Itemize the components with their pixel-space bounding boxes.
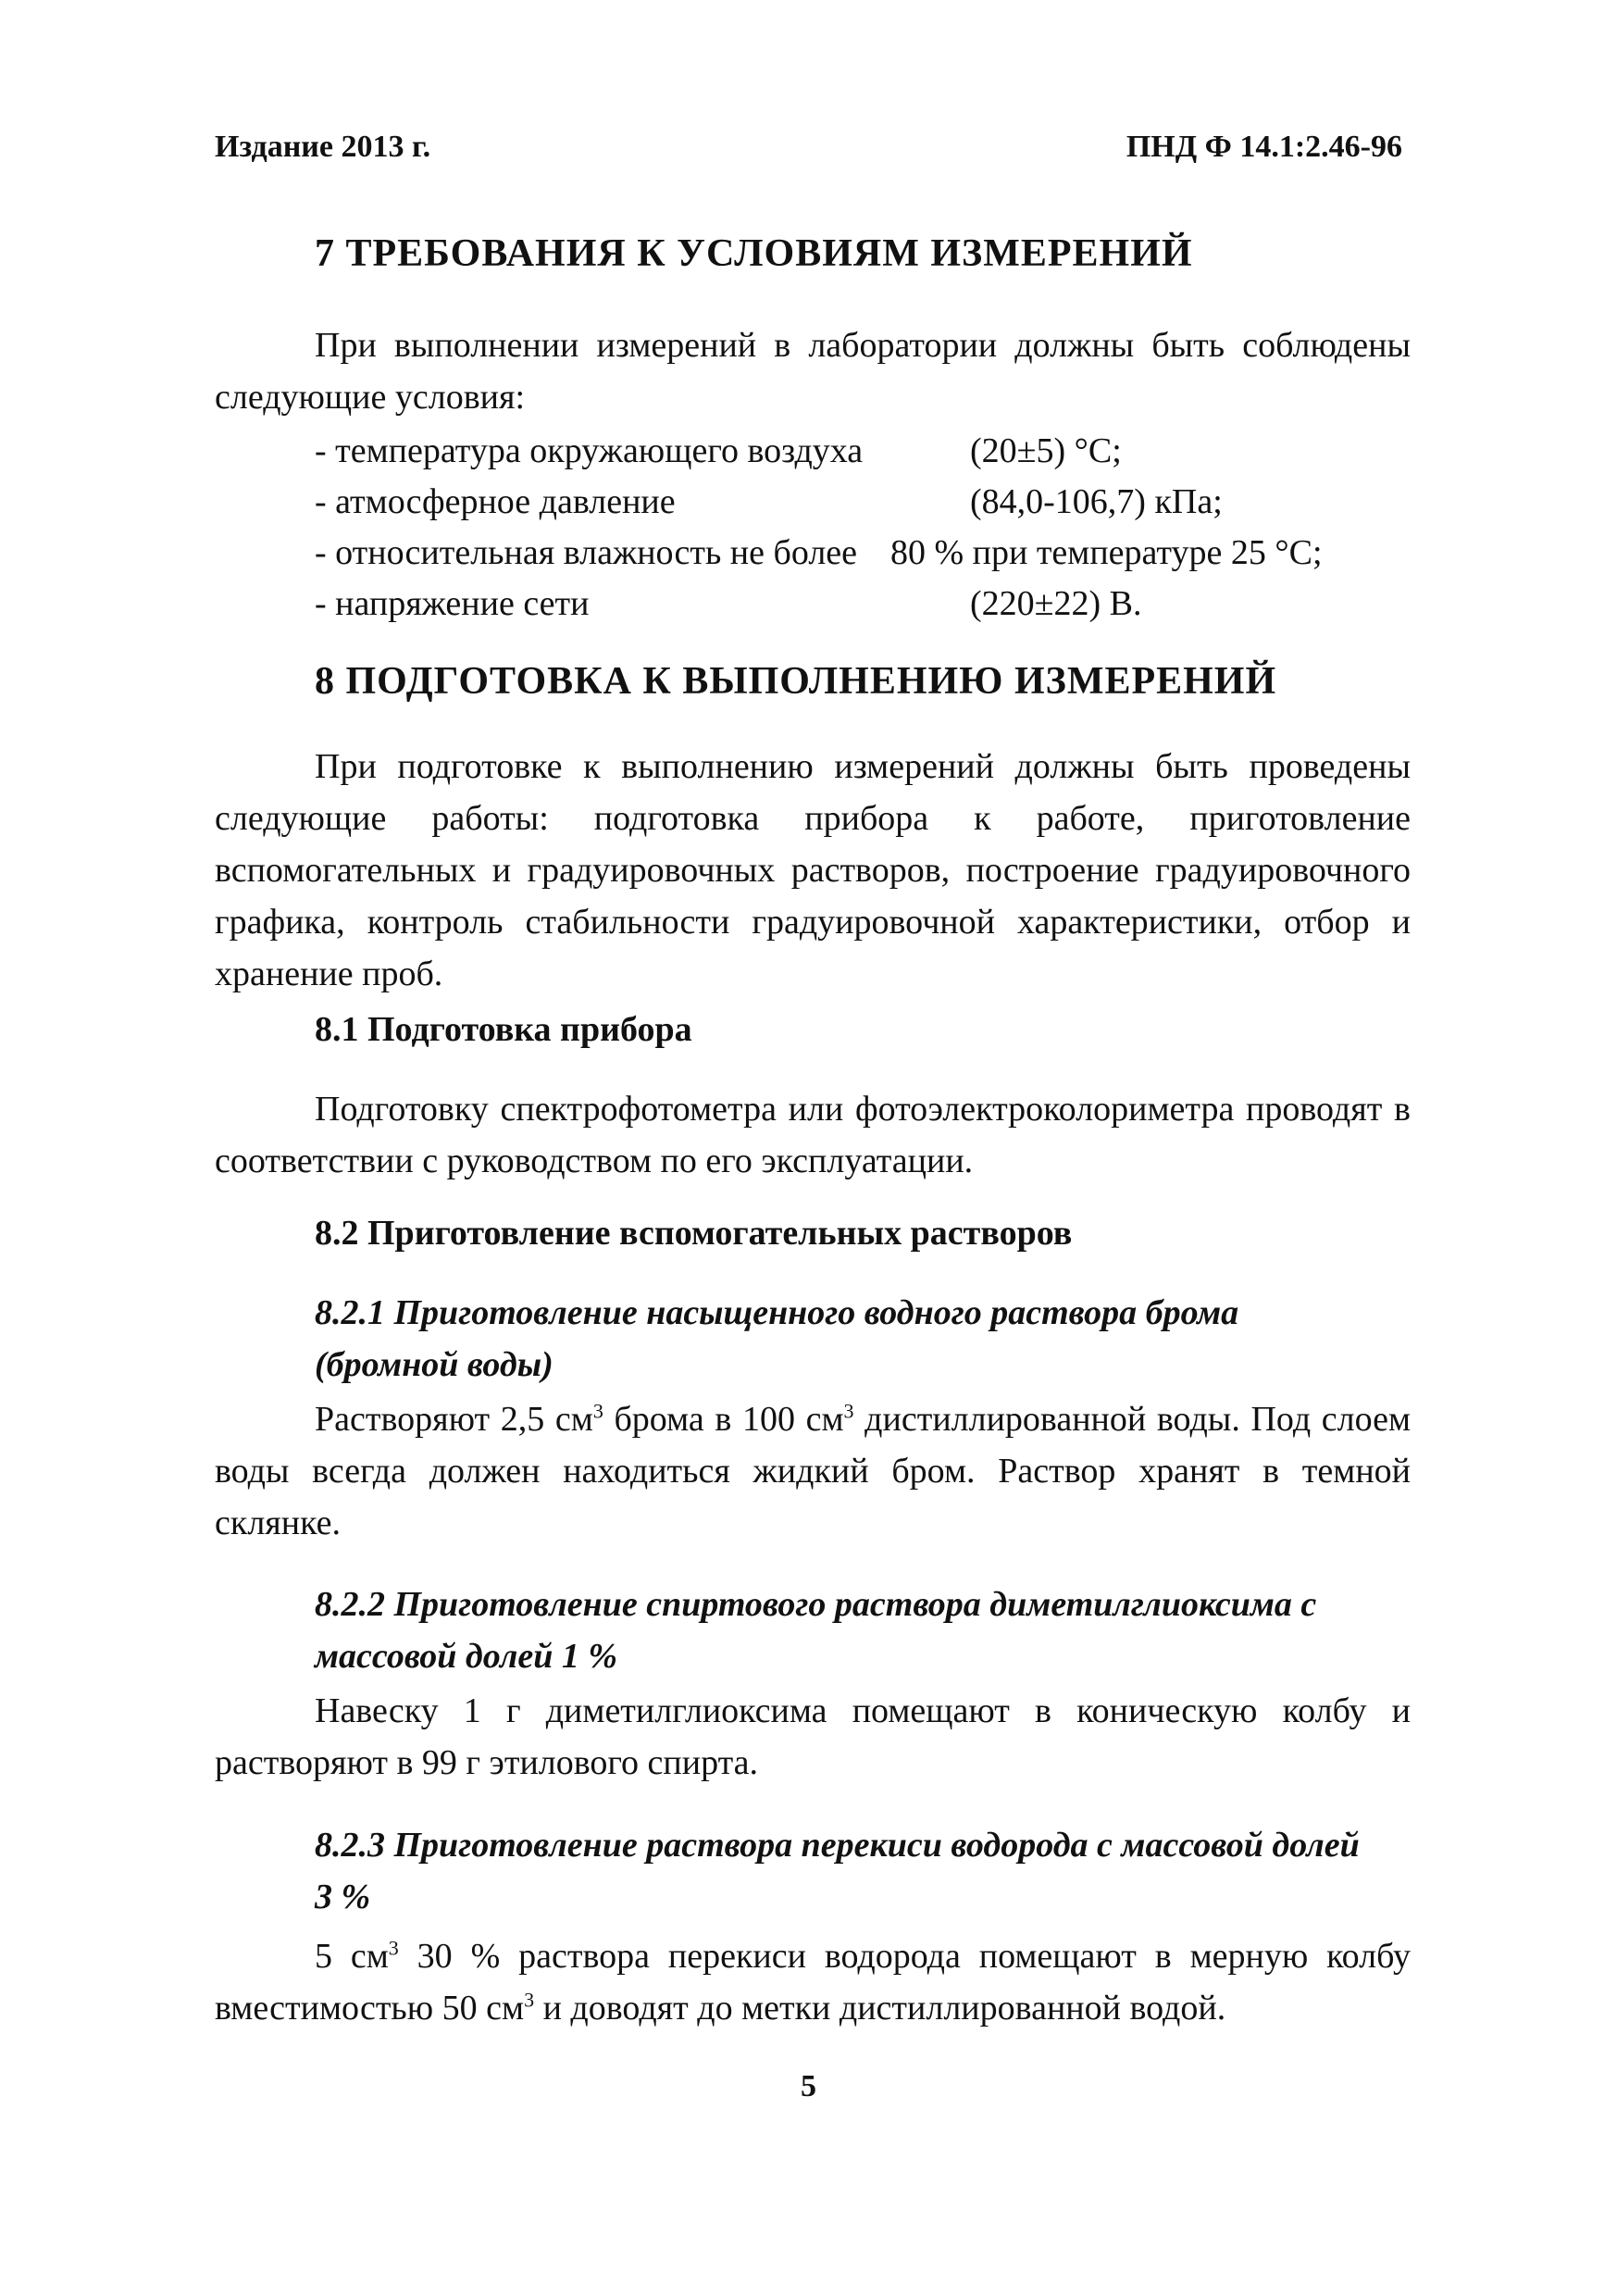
section-8-title: 8 ПОДГОТОВКА К ВЫПОЛНЕНИЮ ИЗМЕРЕНИЙ [315, 660, 1277, 703]
subsection-8-2-3-title: 8.2.3 Приготовление раствора перекиси водорода с массовой долей 3 % [315, 1826, 1360, 1916]
condition-label: - атмосферное давление [315, 482, 676, 521]
subsection-8-2-title: 8.2 Приготовление вспомогательных растворов [315, 1214, 1073, 1253]
condition-value: (84,0-106,7) кПа; [970, 482, 1223, 521]
text-fragment: 30 % раствора перекиси водорода помещают в мерную колбу вместимостью 50 см [215, 1937, 1411, 2028]
section-7-intro: При выполнении измерений в лаборатории должны быть соблюдены следующие условия: [215, 326, 1411, 417]
subsection-8-2-1-text [215, 1393, 1411, 1549]
subsection-8-1-text: Подготовку спектрофотометра или фотоэлектроколориметра проводят в соответствии с руководством по его эксплуатации. [215, 1090, 1411, 1180]
section-8-intro: При подготовке к выполнению измерений должны быть проведены следующие работы: подготовка прибора к работе, приготовление вспомогательных и градуировочных растворов, построение градуировочного графика, контроль стабильности градуировочной характеристики, отбор и хранение проб. [215, 747, 1411, 993]
superscript: 3 [592, 1399, 603, 1423]
edition-header: Издание 2013 г. [215, 130, 431, 164]
text-fragment: дистиллированной воды. Под слоем воды всегда должен находиться жидкий бром. Раствор хранят в темной склянке. [215, 1400, 1411, 1542]
text-fragment: брома в 100 см [603, 1400, 844, 1439]
superscript: 3 [524, 1988, 535, 2012]
condition-label: - напряжение сети [315, 584, 590, 623]
text-fragment: Растворяют 2,5 см [315, 1400, 593, 1439]
page-number: 5 [801, 2069, 816, 2103]
subsection-8-1-title: 8.1 Подготовка прибора [315, 1010, 692, 1049]
document-code-header: ПНД Ф 14.1:2.46-96 [1126, 130, 1402, 164]
subsection-8-2-2-title: 8.2.2 Приготовление спиртового раствора диметилглиоксима с массовой долей 1 % [315, 1585, 1317, 1676]
condition-value: (220±22) В. [970, 584, 1142, 623]
text-fragment: и доводят до метки дистиллированной водой. [534, 1989, 1226, 2028]
condition-label: - относительная влажность не более [315, 533, 858, 572]
subsection-8-2-2-text: Навеску 1 г диметилглиоксима помещают в коническую колбу и растворяют в 99 г этилового спирта. [215, 1691, 1411, 1782]
condition-label: - температура окружающего воздуха [315, 431, 864, 470]
condition-value: 80 % при температуре 25 °С; [890, 533, 1323, 572]
superscript: 3 [388, 1936, 399, 1960]
superscript: 3 [843, 1399, 854, 1423]
condition-value: (20±5) °С; [970, 431, 1122, 470]
section-7-title: 7 ТРЕБОВАНИЯ К УСЛОВИЯМ ИЗМЕРЕНИЙ [315, 232, 1193, 275]
subsection-8-2-3-text [215, 1930, 1411, 2034]
subsection-8-2-1-title: 8.2.1 Приготовление насыщенного водного раствора брома (бромной воды) [315, 1293, 1239, 1384]
text-fragment: 5 см [315, 1937, 389, 1976]
